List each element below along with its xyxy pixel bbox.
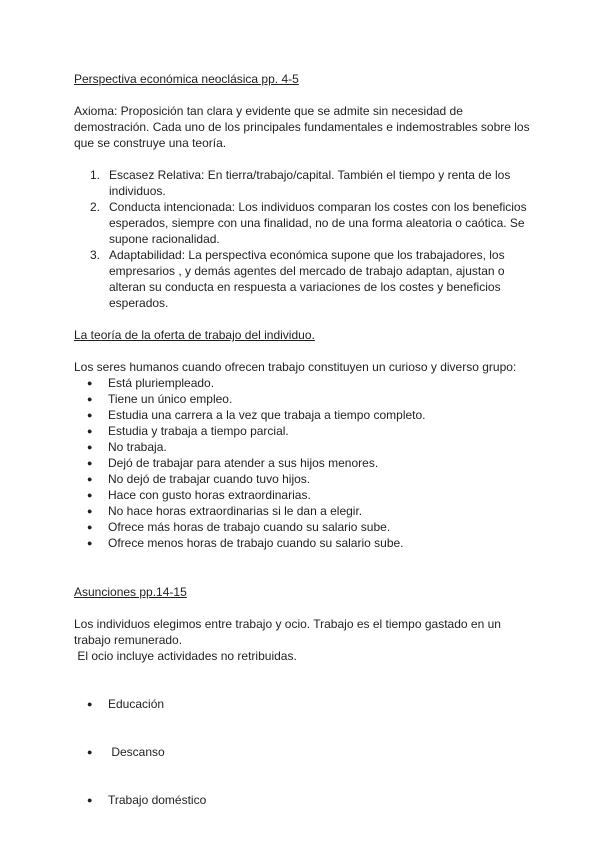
ocio-list: [74, 664, 534, 840]
list-item: ● No hace horas extraordinarias si le dan a elegir.: [74, 503, 534, 519]
list-number: 3.: [90, 248, 101, 262]
list-item: ● Está pluriempleado.: [74, 375, 534, 391]
section-heading-perspectiva: Perspectiva económica neoclásica pp. 4-5: [74, 72, 299, 86]
list-item-text: Adaptabilidad: La perspectiva económica supone que los trabajadores, los empresarios , y demás agentes del mercado de trabajo adaptan, ajustan o alteran su conducta en respuesta a variaciones de los costes y beneficios esperados.: [109, 248, 505, 310]
list-item-text: Conducta intencionada: Los individuos comparan los costes con los beneficios esperados, siempre con una finalidad, no de una forma aleatoria o caótica. Se supone racionalidad.: [109, 200, 527, 246]
axioma-paragraph: Axioma: Proposición tan clara y evidente que se admite sin necesidad de demostración. Cada uno de los principales fundamentales e indemostrables sobre los que se construye una teoría.: [74, 104, 530, 150]
list-item: ● Estudia y trabaja a tiempo parcial.: [74, 423, 534, 439]
list-item: ● Estudia una carrera a la vez que trabaja a tiempo completo.: [74, 407, 534, 423]
principles-list: [74, 167, 534, 311]
list-item: ● No dejó de trabajar cuando tuvo hijos.: [74, 471, 534, 487]
list-number: 1.: [90, 168, 101, 182]
list-item: ● No trabaja.: [74, 439, 534, 455]
list-item: ● Educación: [74, 696, 534, 712]
list-item: ● Ofrece más horas de trabajo cuando su salario sube.: [74, 519, 534, 535]
list-item: ● Ofrece menos horas de trabajo cuando su salario sube.: [74, 535, 534, 551]
list-item: ● Descanso: [74, 744, 534, 760]
list-item: ● Hace con gusto horas extraordinarias.: [74, 487, 534, 503]
list-item: ● Tiene un único empleo.: [74, 391, 534, 407]
list-item: [74, 247, 534, 311]
list-item-text: Escasez Relativa: En tierra/trabajo/capital. También el tiempo y renta de los individuos.: [109, 168, 511, 198]
asunciones-paragraph: Los individuos elegimos entre trabajo y ocio. Trabajo es el tiempo gastado en un trabajo remunerado.: [74, 617, 501, 647]
ocio-paragraph: El ocio incluye actividades no retribuidas.: [74, 649, 297, 663]
section-heading-asunciones: Asunciones pp.14-15: [74, 585, 187, 599]
list-item: ● Dejó de trabajar para atender a sus hijos menores.: [74, 455, 534, 471]
list-item: ● Trabajo doméstico: [74, 792, 534, 808]
worker-types-list: [74, 375, 534, 551]
list-item: [74, 199, 534, 247]
oferta-intro: Los seres humanos cuando ofrecen trabajo constituyen un curioso y diverso grupo:: [74, 360, 517, 374]
list-number: 2.: [90, 200, 101, 214]
list-item: [74, 167, 534, 199]
section-heading-oferta: La teoría de la oferta de trabajo del individuo.: [74, 328, 315, 342]
